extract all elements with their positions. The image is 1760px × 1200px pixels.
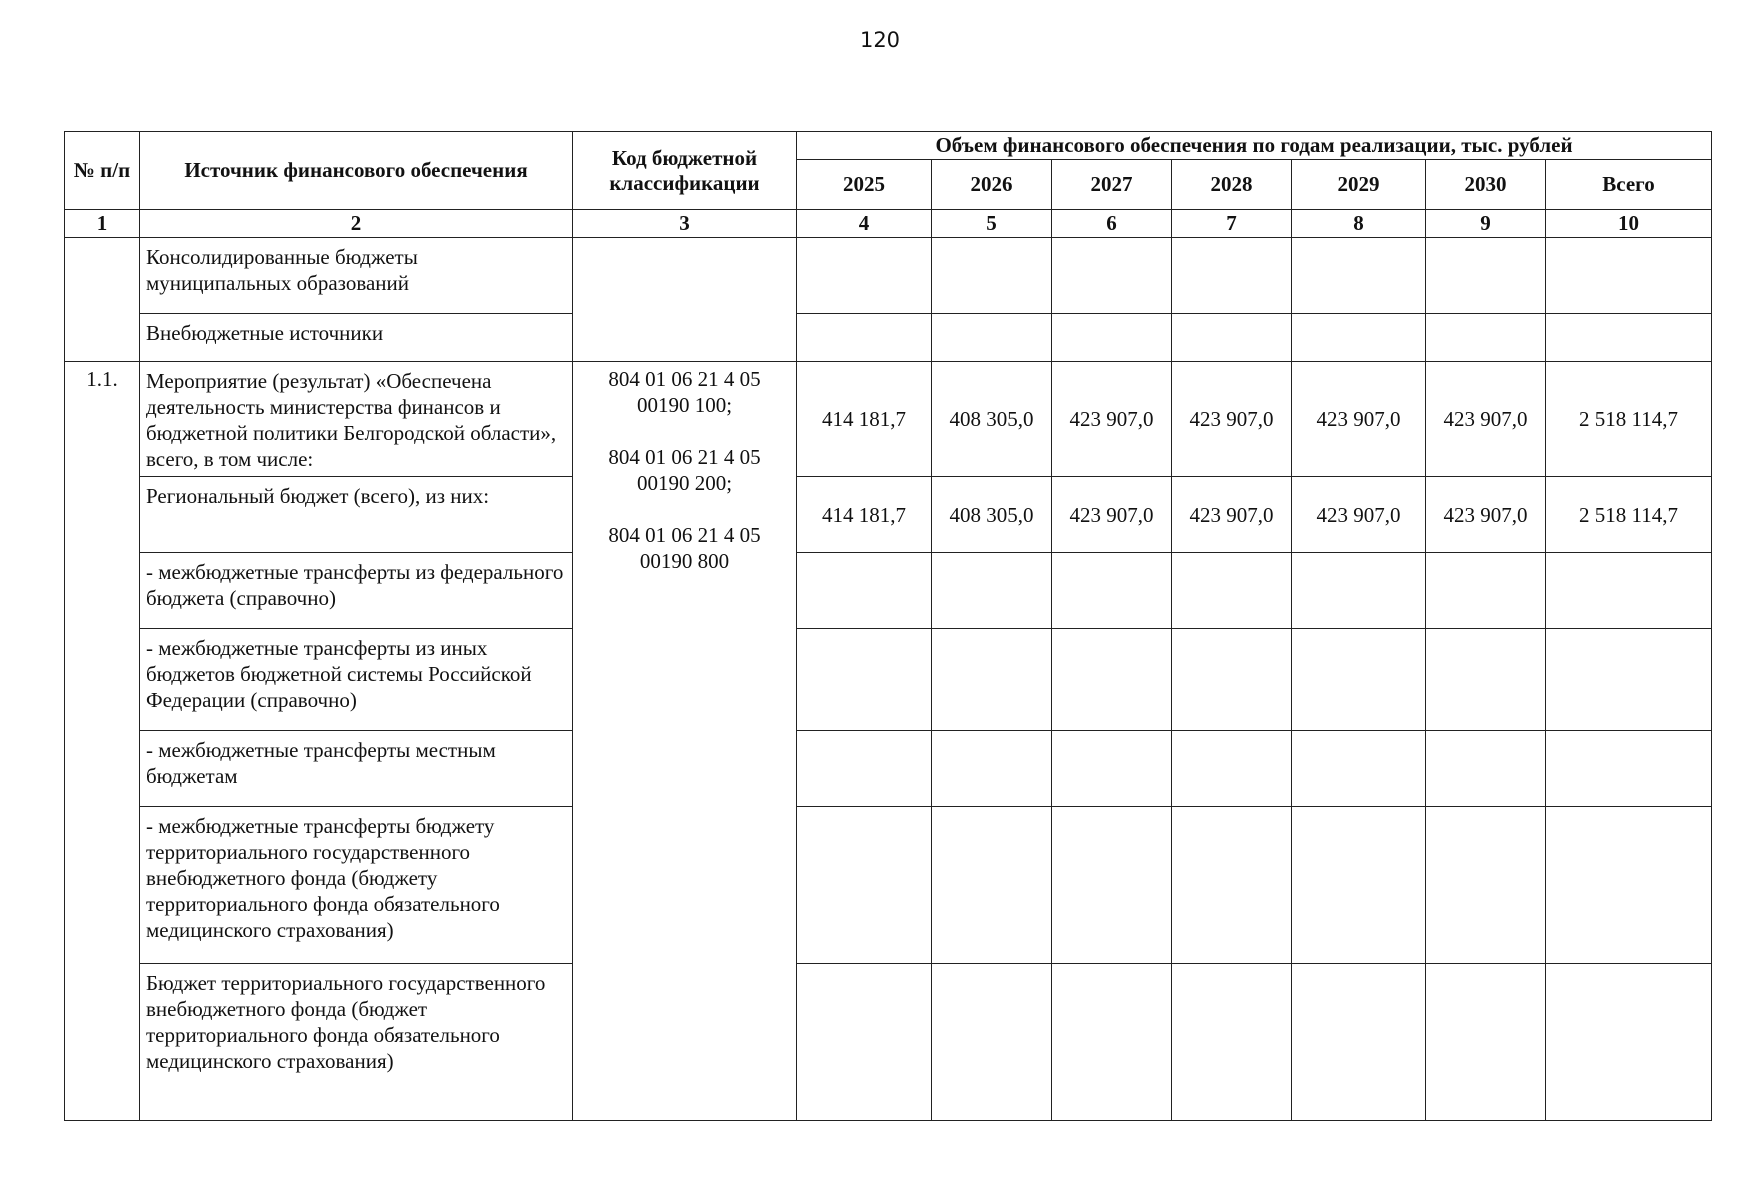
- year-value-cell: [932, 314, 1052, 362]
- table-row: [65, 477, 1712, 553]
- total-value-cell: [1546, 314, 1712, 362]
- year-value-cell: [932, 553, 1052, 629]
- column-number: 1: [65, 210, 140, 238]
- header-volume: Объем финансового обеспечения по годам реализации, тыс. рублей: [797, 132, 1712, 160]
- header-total: Всего: [1546, 160, 1712, 210]
- column-number: 4: [797, 210, 932, 238]
- year-value-cell: [1172, 807, 1292, 964]
- year-value-cell: [1426, 731, 1546, 807]
- row-number-cell: [65, 238, 140, 362]
- source-cell: Мероприятие (результат) «Обеспечена деятельность министерства финансов и бюджетной политики Белгородской области», всего, в том числе:: [140, 362, 573, 477]
- column-number: 2: [140, 210, 573, 238]
- total-value-cell: 2 518 114,7: [1546, 362, 1712, 477]
- year-value-cell: [1052, 553, 1172, 629]
- year-value-cell: [1426, 238, 1546, 314]
- year-value-cell: [932, 964, 1052, 1121]
- year-value-cell: [797, 314, 932, 362]
- column-number: 7: [1172, 210, 1292, 238]
- header-code: Код бюджетной классификации: [573, 132, 797, 210]
- source-cell: Бюджет территориального государственного внебюджетного фонда (бюджет территориального фонда обязательного медицинского страхования): [140, 964, 573, 1121]
- column-number: 5: [932, 210, 1052, 238]
- year-value-cell: [1426, 629, 1546, 731]
- year-value-cell: [1292, 807, 1426, 964]
- column-number: 3: [573, 210, 797, 238]
- year-value-cell: [1052, 964, 1172, 1121]
- year-value-cell: [1426, 314, 1546, 362]
- year-value-cell: [1292, 964, 1426, 1121]
- year-value-cell: [797, 964, 932, 1121]
- table-row: [65, 964, 1712, 1121]
- header-num: № п/п: [65, 132, 140, 210]
- table-row: [65, 314, 1712, 362]
- source-cell: - межбюджетные трансферты из федерального бюджета (справочно): [140, 553, 573, 629]
- year-value-cell: 414 181,7: [797, 477, 932, 553]
- year-value-cell: 423 907,0: [1426, 362, 1546, 477]
- year-value-cell: [1292, 314, 1426, 362]
- total-value-cell: [1546, 807, 1712, 964]
- year-value-cell: [932, 238, 1052, 314]
- table-row: [65, 807, 1712, 964]
- year-value-cell: [1172, 553, 1292, 629]
- table-row: [65, 238, 1712, 314]
- table-row: [65, 629, 1712, 731]
- year-value-cell: [1172, 629, 1292, 731]
- year-value-cell: [1052, 314, 1172, 362]
- table-row: [65, 553, 1712, 629]
- year-value-cell: [1052, 731, 1172, 807]
- year-value-cell: [932, 807, 1052, 964]
- year-value-cell: 408 305,0: [932, 477, 1052, 553]
- year-value-cell: 423 907,0: [1292, 477, 1426, 553]
- table-body: [65, 238, 1712, 1121]
- total-value-cell: [1546, 731, 1712, 807]
- source-cell: - межбюджетные трансферты из иных бюджетов бюджетной системы Российской Федерации (справочно): [140, 629, 573, 731]
- year-value-cell: 423 907,0: [1292, 362, 1426, 477]
- table-row: [65, 731, 1712, 807]
- year-value-cell: [797, 731, 932, 807]
- year-value-cell: 414 181,7: [797, 362, 932, 477]
- column-number: 10: [1546, 210, 1712, 238]
- header-year: 2028: [1172, 160, 1292, 210]
- year-value-cell: 423 907,0: [1172, 362, 1292, 477]
- year-value-cell: [1292, 238, 1426, 314]
- year-value-cell: 423 907,0: [1052, 362, 1172, 477]
- year-value-cell: [797, 553, 932, 629]
- year-value-cell: [1292, 553, 1426, 629]
- year-value-cell: 408 305,0: [932, 362, 1052, 477]
- total-value-cell: [1546, 553, 1712, 629]
- table-row: [65, 362, 1712, 477]
- budget-code: 804 01 06 21 4 05 00190 200;: [608, 445, 761, 495]
- year-value-cell: [1172, 314, 1292, 362]
- total-value-cell: [1546, 629, 1712, 731]
- year-value-cell: [797, 629, 932, 731]
- code-cell: [573, 362, 797, 1121]
- year-value-cell: [1292, 629, 1426, 731]
- year-value-cell: 423 907,0: [1172, 477, 1292, 553]
- year-value-cell: [1292, 731, 1426, 807]
- year-value-cell: [1172, 731, 1292, 807]
- year-value-cell: [1052, 238, 1172, 314]
- total-value-cell: 2 518 114,7: [1546, 477, 1712, 553]
- year-value-cell: 423 907,0: [1426, 477, 1546, 553]
- source-cell: Консолидированные бюджеты муниципальных образований: [140, 238, 573, 314]
- header-year: 2026: [932, 160, 1052, 210]
- budget-code: 804 01 06 21 4 05 00190 800: [608, 523, 761, 573]
- column-number: 9: [1426, 210, 1546, 238]
- year-value-cell: [1426, 807, 1546, 964]
- column-number: 6: [1052, 210, 1172, 238]
- row-number-cell: 1.1.: [65, 362, 140, 1121]
- year-value-cell: 423 907,0: [1052, 477, 1172, 553]
- year-value-cell: [797, 238, 932, 314]
- year-value-cell: [1052, 807, 1172, 964]
- source-cell: - межбюджетные трансферты местным бюджетам: [140, 731, 573, 807]
- total-value-cell: [1546, 238, 1712, 314]
- header-year: 2029: [1292, 160, 1426, 210]
- budget-code: 804 01 06 21 4 05 00190 100;: [608, 367, 761, 417]
- source-cell: Внебюджетные источники: [140, 314, 573, 362]
- header-source: Источник финансового обеспечения: [140, 132, 573, 210]
- year-value-cell: [1426, 964, 1546, 1121]
- financing-table: [64, 131, 1712, 1121]
- year-value-cell: [1052, 629, 1172, 731]
- column-number: 8: [1292, 210, 1426, 238]
- page-number: 120: [859, 28, 901, 52]
- source-cell: - межбюджетные трансферты бюджету территориального государственного внебюджетного фонда (бюджету территориального фонда обязательного медицинского страхования): [140, 807, 573, 964]
- code-cell: [573, 238, 797, 362]
- year-value-cell: [1426, 553, 1546, 629]
- year-value-cell: [1172, 238, 1292, 314]
- year-value-cell: [1172, 964, 1292, 1121]
- year-value-cell: [932, 629, 1052, 731]
- header-year: 2025: [797, 160, 932, 210]
- year-value-cell: [932, 731, 1052, 807]
- year-value-cell: [797, 807, 932, 964]
- total-value-cell: [1546, 964, 1712, 1121]
- header-year: 2027: [1052, 160, 1172, 210]
- source-cell: Региональный бюджет (всего), из них:: [140, 477, 573, 553]
- header-year: 2030: [1426, 160, 1546, 210]
